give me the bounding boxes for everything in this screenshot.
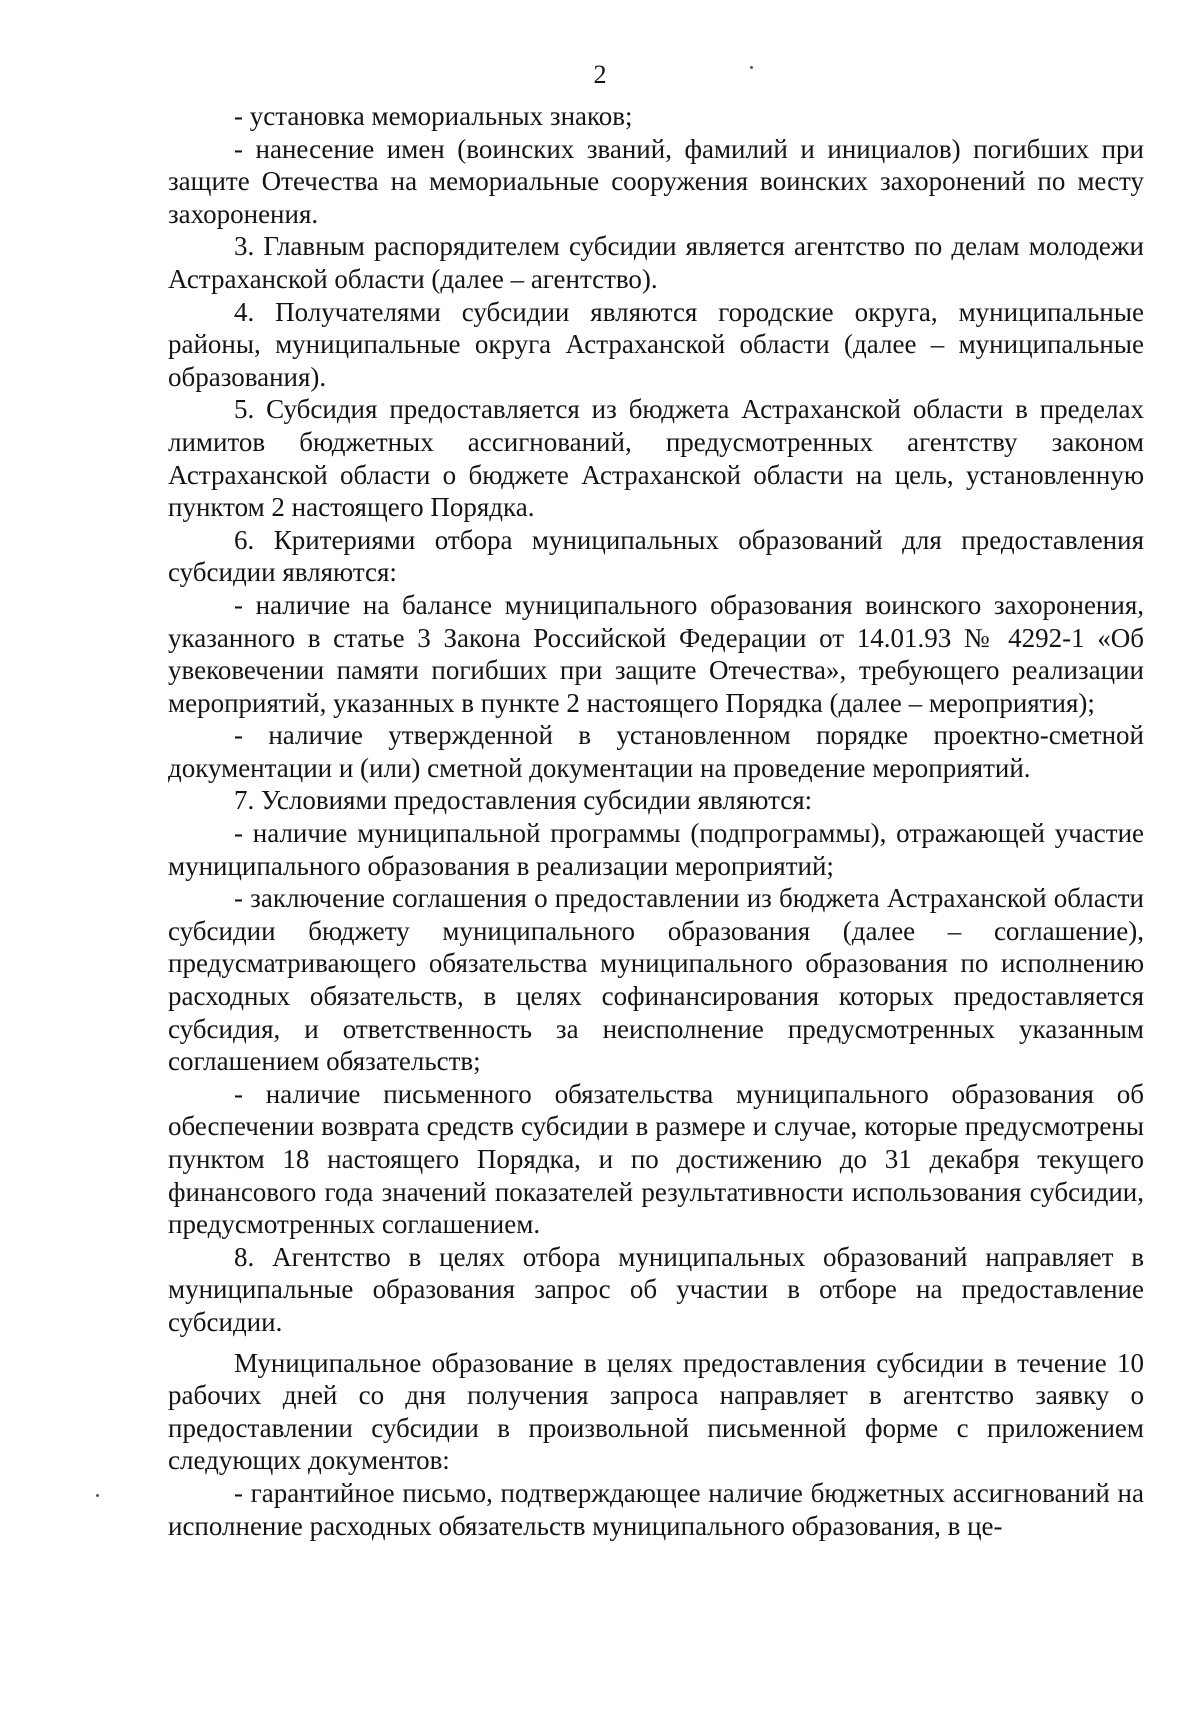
paragraph-names-engraving: - нанесение имен (воинских званий, фамилий и инициалов) погибших при защите Отечества на мемориальные сооружения воинских захоронений по месту захоронения. (168, 133, 1144, 229)
paragraph-criterion-documentation: - наличие утвержденной в установленном порядке проектно-сметной документации и (или) сметной документации на проведение мероприятий. (168, 720, 1144, 783)
document-body (168, 100, 1144, 1542)
paragraph-item-7: 7. Условиями предоставления субсидии являются: (234, 785, 813, 816)
paragraph-item-8: 8. Агентство в целях отбора муниципальных образований направляет в муниципальные образования запрос об участии в отборе на предоставление субсидии. (168, 1241, 1144, 1337)
paragraph-application: Муниципальное образование в целях предоставления субсидии в течение 10 рабочих дней со дня получения запроса направляет в агентство заявку о предоставлении субсидии в произвольной письменной форме с приложением следующих документов: (168, 1347, 1144, 1476)
paragraph-item-4: 4. Получателями субсидии являются городские округа, муниципальные районы, муниципальные округа Астраханской области (далее – муниципальные образования). (168, 296, 1144, 392)
paragraph-item-6: 6. Критериями отбора муниципальных образований для предоставления субсидии являются: (168, 524, 1144, 588)
paragraph-condition-obligation: - наличие письменного обязательства муниципального образования об обеспечении возврата средств субсидии в размере и случае, которые предусмотрены пунктом 18 настоящего Порядка, и по достижению до 31 декабря текущего финансового года значений показателей результативности использования субсидии, предусмотренных соглашением. (168, 1078, 1144, 1240)
paragraph-item-3: 3. Главным распорядителем субсидии является агентство по делам молодежи Астраханской области (далее – агентство). (168, 231, 1144, 294)
paragraph-criterion-burial: - наличие на балансе муниципального образования воинского захоронения, указанного в статье 3 Закона Российской Федерации от 14.01.93 № 4292-1 «Об увековечении памяти погибших при защите Отечества», требующего реализации мероприятий, указанных в пункте 2 настоящего Порядка (далее – мероприятия); (168, 589, 1144, 718)
paragraph-guarantee-letter: - гарантийное письмо, подтверждающее наличие бюджетных ассигнований на исполнение расходных обязательств муниципального образования, в це- (168, 1477, 1144, 1541)
scan-speck-top (750, 66, 753, 69)
paragraph-item-5: 5. Субсидия предоставляется из бюджета Астраханской области в пределах лимитов бюджетных ассигнований, предусмотренных агентству законом Астраханской области о бюджете Астраханской области на цель, установленную пунктом 2 настоящего Порядка. (168, 394, 1144, 523)
paragraph-condition-agreement: - заключение соглашения о предоставлении из бюджета Астраханской области субсидии бюджету муниципального образования (далее – соглашение), предусматривающего обязательства муниципального образования по исполнению расходных обязательств, в целях софинансирования которых предоставляется субсидия, и ответственность за неисполнение предусмотренных указанным соглашением обязательств; (168, 883, 1144, 1077)
page-number: 2 (593, 60, 607, 89)
paragraph-memorial-signs: - установка мемориальных знаков; (234, 101, 633, 131)
scan-speck-bottom (96, 1494, 99, 1497)
paragraph-condition-program: - наличие муниципальной программы (подпрограммы), отражающей участие муниципального образования в реализации мероприятий; (168, 818, 1144, 881)
